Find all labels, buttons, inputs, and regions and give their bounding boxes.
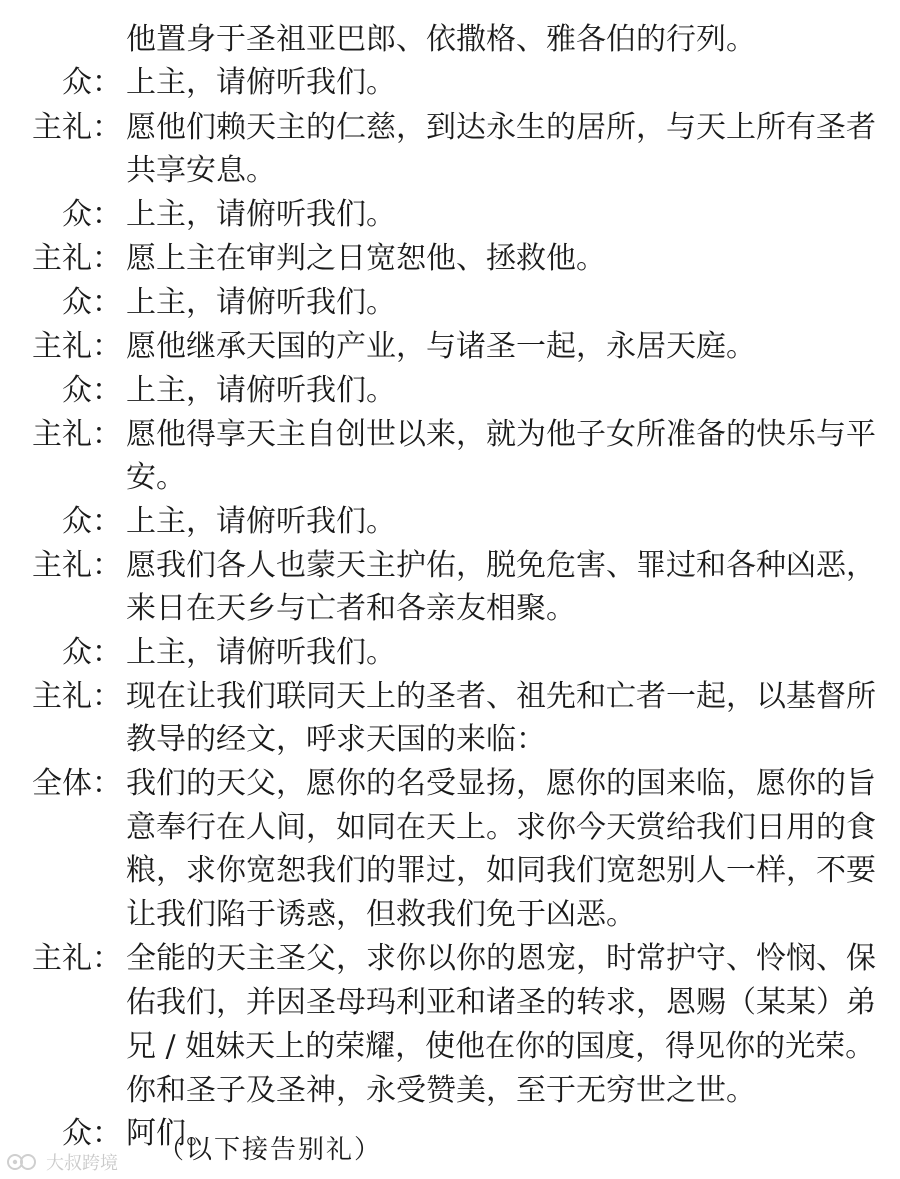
watermark-text: 大叔跨境 [46, 1153, 118, 1174]
line-text: 安。 [126, 460, 186, 495]
line-text: 兄 / 姐妹天上的荣耀，使他在你的国度，得见你的光荣。 [126, 1029, 876, 1064]
line-text: 教导的经文，呼求天国的来临： [126, 722, 546, 757]
line-text: 让我们陷于诱惑，但救我们免于凶恶。 [126, 897, 636, 932]
liturgy-line [0, 149, 900, 193]
speaker-label: 主礼： [32, 417, 122, 452]
line-text: 全能的天主圣父，求你以你的恩宠，时常护守、怜悯、保 [126, 941, 876, 976]
line-text: 共享安息。 [126, 153, 276, 188]
liturgy-line [0, 762, 900, 806]
liturgy-line [0, 718, 900, 762]
line-text: 愿他继承天国的产业，与诸圣一起，永居天庭。 [126, 329, 756, 364]
line-text: 你和圣子及圣神，永受赞美，至于无穷世之世。 [126, 1073, 756, 1108]
speaker-label: 众： [62, 1116, 122, 1151]
liturgy-line [0, 281, 900, 325]
liturgy-line [0, 981, 900, 1025]
liturgy-line [0, 1069, 900, 1113]
liturgy-line [0, 937, 900, 981]
liturgy-line [0, 18, 900, 62]
speaker-label: 众： [62, 65, 122, 100]
footer-note: （以下接告别礼） [158, 1135, 383, 1165]
speaker-label: 众： [62, 504, 122, 539]
liturgy-line [0, 369, 900, 413]
line-text: 愿他得享天主自创世以来，就为他子女所准备的快乐与平 [126, 417, 876, 452]
line-text: 上主，请俯听我们。 [126, 65, 396, 100]
line-text: 阿们。 [126, 1116, 216, 1151]
watermark [6, 1149, 118, 1175]
liturgy-line [0, 1112, 900, 1156]
speaker-label: 众： [62, 635, 122, 670]
line-text: 上主，请俯听我们。 [126, 373, 396, 408]
liturgy-line [0, 1025, 900, 1069]
speaker-label: 众： [62, 285, 122, 320]
speaker-label: 全体： [32, 766, 122, 801]
line-text: 现在让我们联同天上的圣者、祖先和亡者一起，以基督所 [126, 679, 876, 714]
line-text: 佑我们，并因圣母玛利亚和诸圣的转求，恩赐（某某）弟 [126, 985, 876, 1020]
line-text: 我们的天父，愿你的名受显扬，愿你的国来临，愿你的旨 [126, 766, 876, 801]
line-text: 上主，请俯听我们。 [126, 197, 396, 232]
line-text: 愿上主在审判之日宽恕他、拯救他。 [126, 241, 606, 276]
liturgy-line [0, 413, 900, 457]
line-text: 愿我们各人也蒙天主护佑，脱免危害、罪过和各种凶恶， [126, 548, 876, 583]
line-text: 粮，求你宽恕我们的罪过，如同我们宽恕别人一样，不要 [126, 853, 876, 888]
liturgy-line [0, 544, 900, 588]
liturgy-line [0, 193, 900, 237]
watermark-logo-icon [6, 1151, 40, 1173]
speaker-label: 众： [62, 197, 122, 232]
speaker-label: 主礼： [32, 110, 122, 145]
speaker-label: 主礼： [32, 241, 122, 276]
line-text: 上主，请俯听我们。 [126, 285, 396, 320]
liturgy-line [0, 587, 900, 631]
liturgy-line [0, 237, 900, 281]
liturgy-line [0, 325, 900, 369]
liturgy-line [0, 631, 900, 675]
line-text: 愿他们赖天主的仁慈，到达永生的居所，与天上所有圣者 [126, 110, 876, 145]
line-text: 上主，请俯听我们。 [126, 504, 396, 539]
speaker-label: 主礼： [32, 548, 122, 583]
line-text: 上主，请俯听我们。 [126, 635, 396, 670]
liturgy-line [0, 675, 900, 719]
line-text: 意奉行在人间，如同在天上。求你今天赏给我们日用的食 [126, 810, 876, 845]
liturgy-line [0, 456, 900, 500]
liturgy-line [0, 500, 900, 544]
liturgy-line [0, 106, 900, 150]
line-text: 来日在天乡与亡者和各亲友相聚。 [126, 591, 576, 626]
line-text: 他置身于圣祖亚巴郎、依撒格、雅各伯的行列。 [126, 22, 756, 57]
liturgy-line [0, 893, 900, 937]
liturgy-line [0, 849, 900, 893]
liturgy-line [0, 61, 900, 105]
speaker-label: 主礼： [32, 329, 122, 364]
speaker-label: 众： [62, 373, 122, 408]
speaker-label: 主礼： [32, 941, 122, 976]
liturgy-line [0, 806, 900, 850]
speaker-label: 主礼： [32, 679, 122, 714]
